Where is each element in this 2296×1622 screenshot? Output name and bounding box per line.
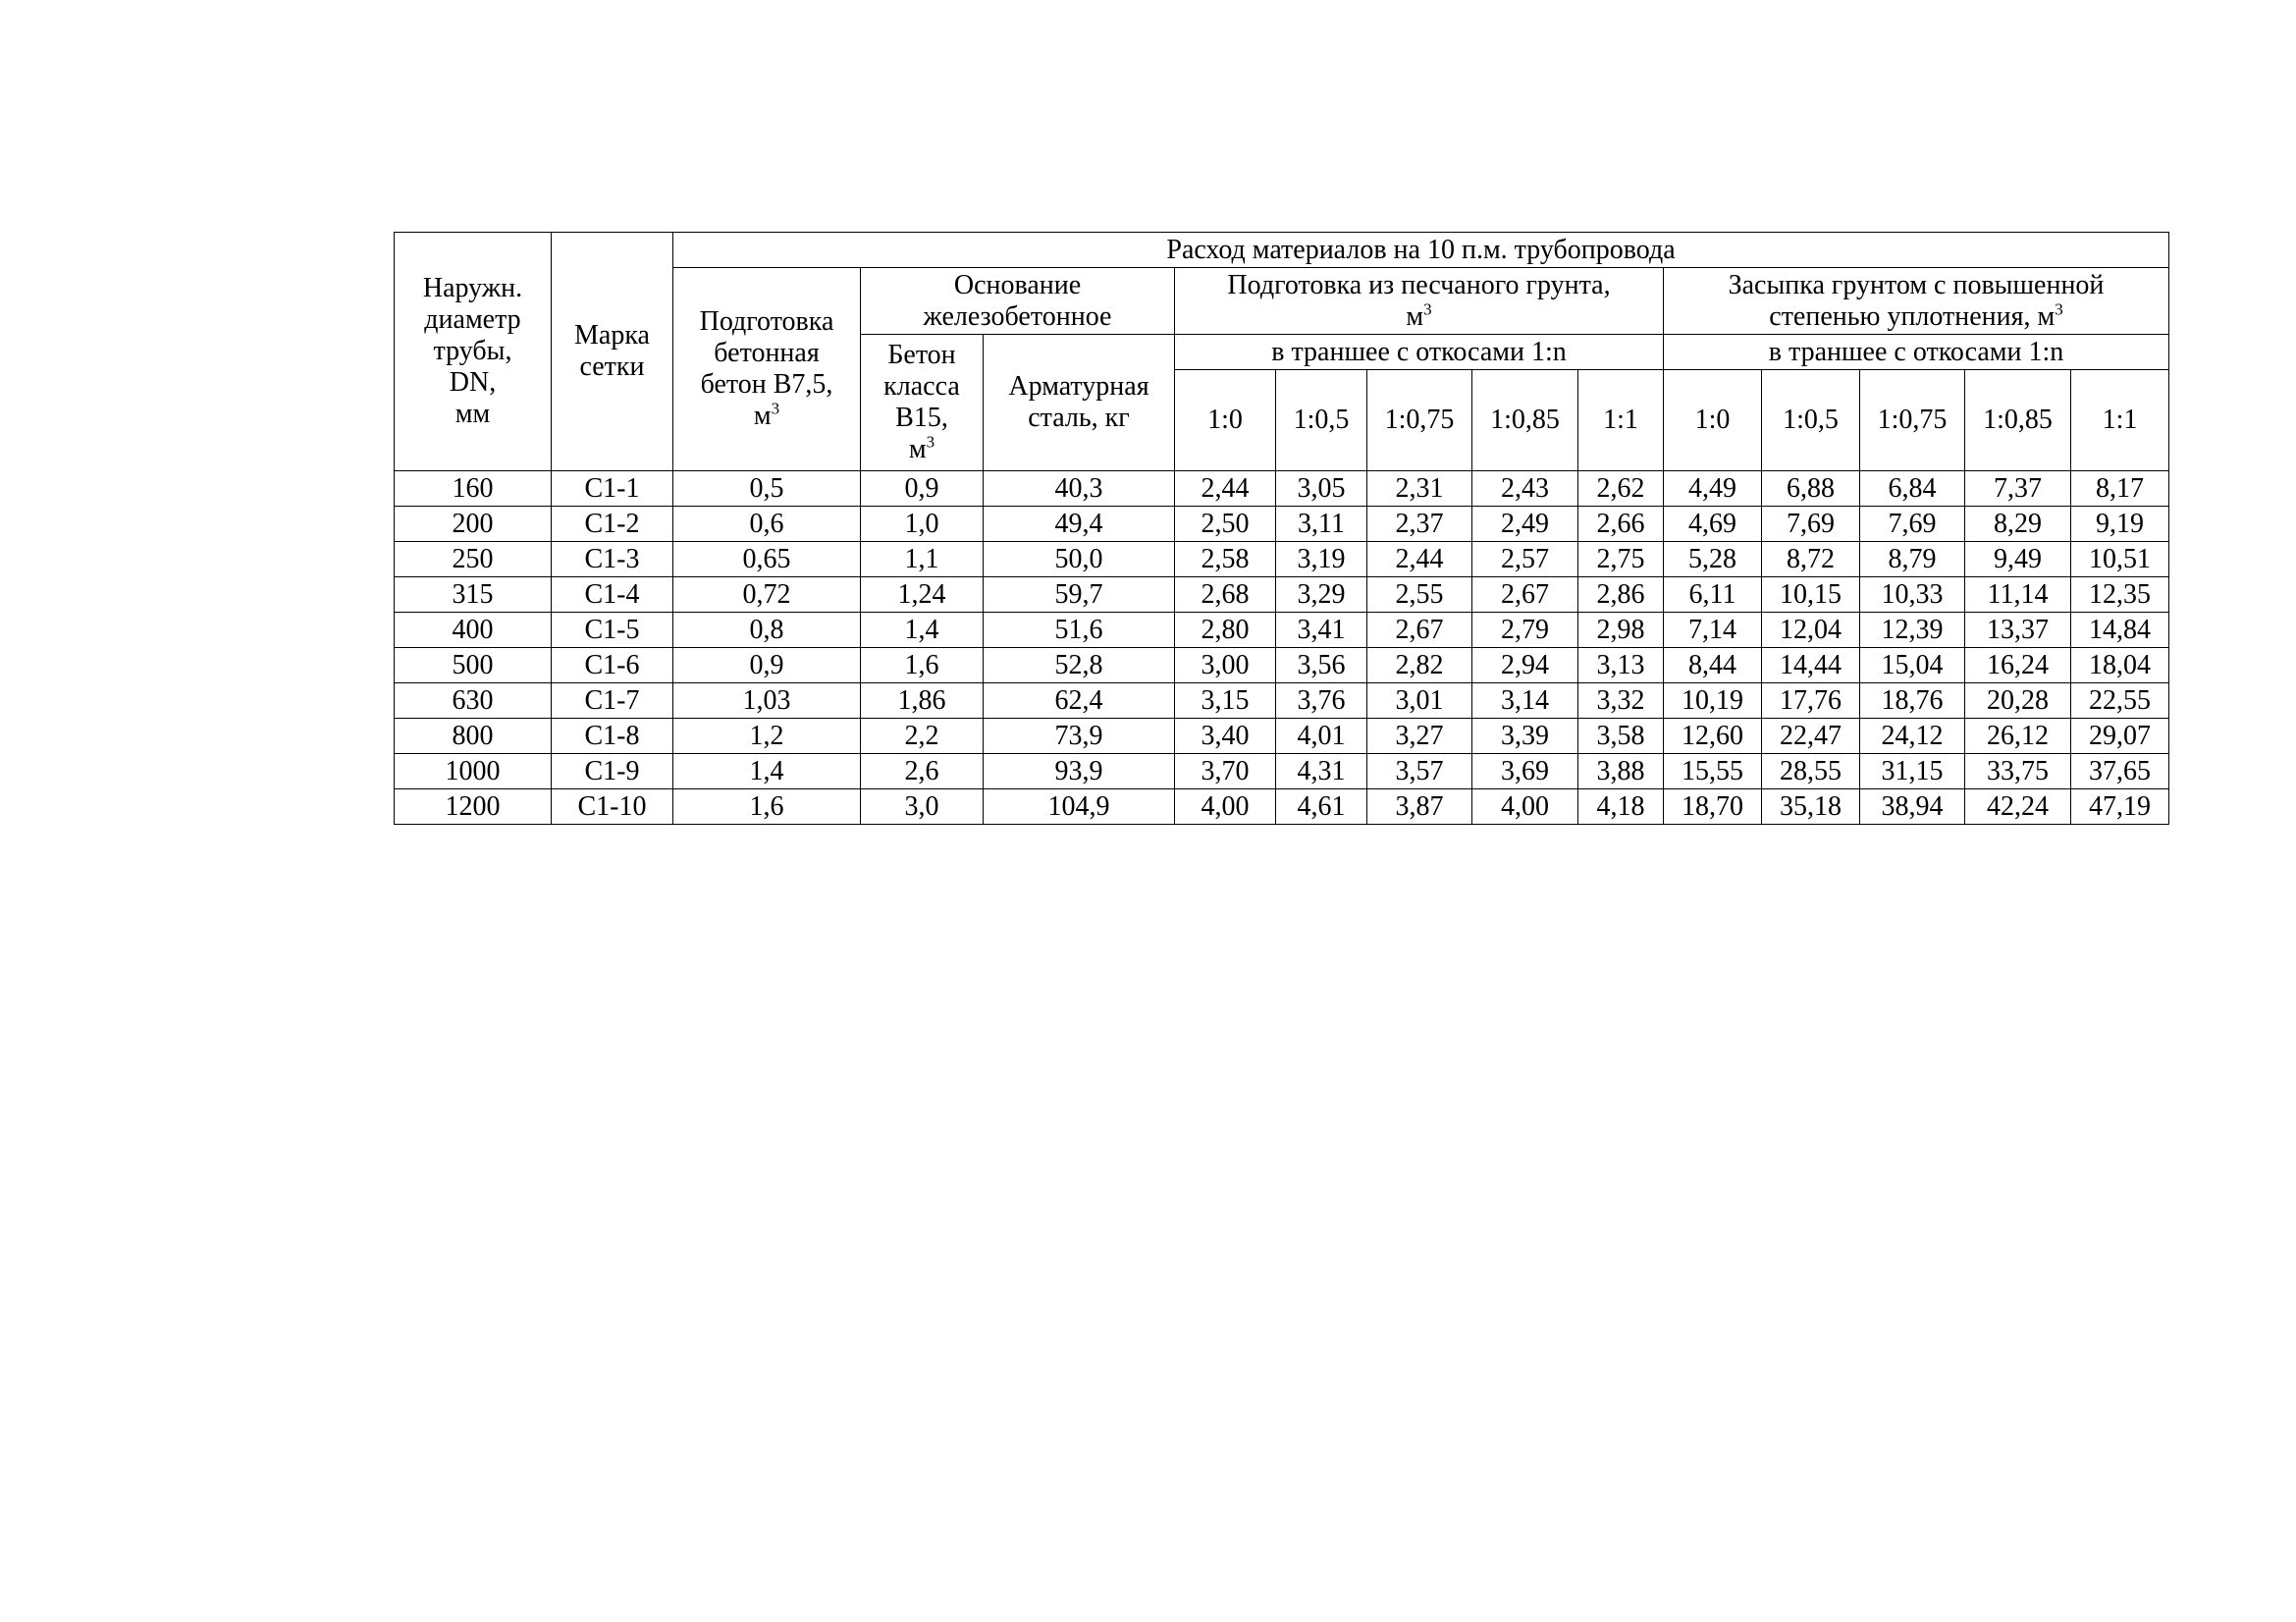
table-cell: 400	[395, 613, 552, 648]
table-cell: 3,39	[1472, 719, 1578, 754]
table-cell: 500	[395, 648, 552, 683]
table-cell: 3,76	[1276, 683, 1367, 719]
table-cell: 10,19	[1664, 683, 1762, 719]
table-cell: С1-3	[552, 542, 673, 577]
table-cell: 2,57	[1472, 542, 1578, 577]
table-cell: 3,0	[861, 789, 984, 825]
table-cell: 2,67	[1367, 613, 1472, 648]
table-cell: 22,55	[2071, 683, 2169, 719]
table-cell: 4,00	[1472, 789, 1578, 825]
table-cell: 3,14	[1472, 683, 1578, 719]
table-cell: 14,44	[1762, 648, 1860, 683]
table-row	[395, 471, 2169, 507]
table-cell: 3,29	[1276, 577, 1367, 613]
table-cell: 10,33	[1860, 577, 1965, 613]
table-cell: 8,44	[1664, 648, 1762, 683]
table-cell: 2,58	[1175, 542, 1276, 577]
table-cell: 0,72	[673, 577, 861, 613]
header-slope-sand-1-0-5: 1:0,5	[1276, 370, 1367, 471]
table-cell: 3,70	[1175, 754, 1276, 789]
materials-table	[394, 232, 2169, 825]
table-cell: 2,50	[1175, 507, 1276, 542]
table-row	[395, 613, 2169, 648]
table-cell: 49,4	[984, 507, 1175, 542]
table-cell: 9,49	[1965, 542, 2071, 577]
table-cell: 47,19	[2071, 789, 2169, 825]
table-cell: 0,9	[861, 471, 984, 507]
table-cell: 4,49	[1664, 471, 1762, 507]
table-row	[395, 542, 2169, 577]
header-slope-backfill-1-0-85: 1:0,85	[1965, 370, 2071, 471]
table-cell: 3,41	[1276, 613, 1367, 648]
table-cell: 3,87	[1367, 789, 1472, 825]
table-cell: 800	[395, 719, 552, 754]
table-cell: 33,75	[1965, 754, 2071, 789]
table-row	[395, 754, 2169, 789]
table-cell: 3,01	[1367, 683, 1472, 719]
header-trench-slopes-sand: в траншее с откосами 1:n	[1175, 335, 1664, 370]
table-cell: 2,80	[1175, 613, 1276, 648]
table-cell: 12,35	[2071, 577, 2169, 613]
table-cell: 20,28	[1965, 683, 2071, 719]
table-cell: 1,6	[861, 648, 984, 683]
table-cell: 3,05	[1276, 471, 1367, 507]
table-cell: 160	[395, 471, 552, 507]
table-cell: 0,6	[673, 507, 861, 542]
table-row	[395, 789, 2169, 825]
table-cell: 3,11	[1276, 507, 1367, 542]
table-cell: 2,75	[1578, 542, 1664, 577]
table-cell: 18,04	[2071, 648, 2169, 683]
table-cell: 1,2	[673, 719, 861, 754]
table-cell: 2,98	[1578, 613, 1664, 648]
header-concrete-preparation: Подготовка бетонная бетон В7,5, $м^3$	[673, 268, 861, 471]
table-cell: 93,9	[984, 754, 1175, 789]
table-cell: 28,55	[1762, 754, 1860, 789]
table-cell: 3,00	[1175, 648, 1276, 683]
table-cell: 4,61	[1276, 789, 1367, 825]
table-cell: 10,51	[2071, 542, 2169, 577]
table-cell: 1,24	[861, 577, 984, 613]
table-cell: 630	[395, 683, 552, 719]
header-rc-base: Основание железобетонное	[861, 268, 1175, 335]
table-cell: 73,9	[984, 719, 1175, 754]
table-cell: 15,04	[1860, 648, 1965, 683]
header-slope-backfill-1-0-75: 1:0,75	[1860, 370, 1965, 471]
table-cell: 2,37	[1367, 507, 1472, 542]
table-cell: 3,19	[1276, 542, 1367, 577]
table-cell: 7,69	[1860, 507, 1965, 542]
table-row	[395, 719, 2169, 754]
table-cell: 2,62	[1578, 471, 1664, 507]
table-cell: 3,13	[1578, 648, 1664, 683]
table-cell: 2,44	[1175, 471, 1276, 507]
table-cell: 1,6	[673, 789, 861, 825]
table-cell: 3,88	[1578, 754, 1664, 789]
table-cell: 18,70	[1664, 789, 1762, 825]
table-cell: 250	[395, 542, 552, 577]
table-cell: 4,18	[1578, 789, 1664, 825]
table-cell: 104,9	[984, 789, 1175, 825]
table-cell: 1,03	[673, 683, 861, 719]
table-cell: 1,4	[861, 613, 984, 648]
table-cell: 3,32	[1578, 683, 1664, 719]
table-cell: С1-6	[552, 648, 673, 683]
header-material-consumption: Расход материалов на 10 п.м. трубопровода	[673, 233, 2169, 268]
table-cell: С1-10	[552, 789, 673, 825]
table-cell: 6,88	[1762, 471, 1860, 507]
table-cell: С1-4	[552, 577, 673, 613]
table-cell: 59,7	[984, 577, 1175, 613]
table-cell: 8,72	[1762, 542, 1860, 577]
header-sand-preparation: Подготовка из песчаного грунта, $м^3$	[1175, 268, 1664, 335]
table-cell: 15,55	[1664, 754, 1762, 789]
table-cell: 200	[395, 507, 552, 542]
header-slope-sand-1-0: 1:0	[1175, 370, 1276, 471]
table-cell: 8,29	[1965, 507, 2071, 542]
table-cell: 2,86	[1578, 577, 1664, 613]
table-cell: С1-9	[552, 754, 673, 789]
table-cell: 50,0	[984, 542, 1175, 577]
table-cell: 1200	[395, 789, 552, 825]
header-slope-backfill-1-0-5: 1:0,5	[1762, 370, 1860, 471]
header-mesh-grade: Марка сетки	[552, 233, 673, 471]
table-cell: 4,69	[1664, 507, 1762, 542]
table-cell: 12,39	[1860, 613, 1965, 648]
table-cell: 2,79	[1472, 613, 1578, 648]
table-cell: 4,01	[1276, 719, 1367, 754]
table-cell: 9,19	[2071, 507, 2169, 542]
table-cell: 3,57	[1367, 754, 1472, 789]
table-cell: 1,1	[861, 542, 984, 577]
table-cell: 0,8	[673, 613, 861, 648]
table-body	[395, 471, 2169, 825]
table-cell: 12,04	[1762, 613, 1860, 648]
table-cell: 2,67	[1472, 577, 1578, 613]
table-cell: 1,86	[861, 683, 984, 719]
table-cell: 1,4	[673, 754, 861, 789]
table-cell: 22,47	[1762, 719, 1860, 754]
table-cell: 6,11	[1664, 577, 1762, 613]
table-cell: 8,79	[1860, 542, 1965, 577]
table-cell: 2,43	[1472, 471, 1578, 507]
table-cell: 1,0	[861, 507, 984, 542]
table-cell: 13,37	[1965, 613, 2071, 648]
table-cell: 2,31	[1367, 471, 1472, 507]
table-cell: 40,3	[984, 471, 1175, 507]
table-cell: 2,68	[1175, 577, 1276, 613]
table-cell: 38,94	[1860, 789, 1965, 825]
header-slope-sand-1-1: 1:1	[1578, 370, 1664, 471]
table-cell: С1-8	[552, 719, 673, 754]
table-cell: 2,44	[1367, 542, 1472, 577]
table-cell: 5,28	[1664, 542, 1762, 577]
table-cell: 3,58	[1578, 719, 1664, 754]
table-cell: 14,84	[2071, 613, 2169, 648]
table-cell: 11,14	[1965, 577, 2071, 613]
table-row	[395, 507, 2169, 542]
table-cell: 2,66	[1578, 507, 1664, 542]
table-cell: 10,15	[1762, 577, 1860, 613]
header-trench-slopes-backfill: в траншее с откосами 1:n	[1664, 335, 2169, 370]
table-cell: 8,17	[2071, 471, 2169, 507]
table-cell: 42,24	[1965, 789, 2071, 825]
header-slope-backfill-1-0: 1:0	[1664, 370, 1762, 471]
table-cell: 7,37	[1965, 471, 2071, 507]
table-row	[395, 577, 2169, 613]
table-cell: 1000	[395, 754, 552, 789]
table-cell: 62,4	[984, 683, 1175, 719]
table-cell: 2,94	[1472, 648, 1578, 683]
table-cell: 26,12	[1965, 719, 2071, 754]
table-cell: 24,12	[1860, 719, 1965, 754]
table-cell: 52,8	[984, 648, 1175, 683]
table-cell: 3,15	[1175, 683, 1276, 719]
table-cell: 2,2	[861, 719, 984, 754]
table-cell: С1-2	[552, 507, 673, 542]
table-cell: 3,27	[1367, 719, 1472, 754]
table-cell: 4,31	[1276, 754, 1367, 789]
table-cell: 2,6	[861, 754, 984, 789]
table-cell: 2,82	[1367, 648, 1472, 683]
table-cell: 0,65	[673, 542, 861, 577]
table-row	[395, 648, 2169, 683]
table-cell: С1-7	[552, 683, 673, 719]
table-cell: 7,14	[1664, 613, 1762, 648]
table-cell: С1-5	[552, 613, 673, 648]
table-cell: 37,65	[2071, 754, 2169, 789]
table-cell: 7,69	[1762, 507, 1860, 542]
table-cell: С1-1	[552, 471, 673, 507]
table-cell: 0,9	[673, 648, 861, 683]
header-outer-diameter: Наружн. диаметр трубы, DN, мм	[395, 233, 552, 471]
table-cell: 18,76	[1860, 683, 1965, 719]
table-cell: 31,15	[1860, 754, 1965, 789]
header-slope-backfill-1-1: 1:1	[2071, 370, 2169, 471]
table-cell: 17,76	[1762, 683, 1860, 719]
header-rebar-steel: Арматурная сталь, кг	[984, 335, 1175, 471]
table-cell: 4,00	[1175, 789, 1276, 825]
table-cell: 12,60	[1664, 719, 1762, 754]
header-concrete-class: Бетон класса В15, $м^3$	[861, 335, 984, 471]
header-slope-sand-1-0-85: 1:0,85	[1472, 370, 1578, 471]
table-cell: 16,24	[1965, 648, 2071, 683]
header-slope-sand-1-0-75: 1:0,75	[1367, 370, 1472, 471]
table-cell: 6,84	[1860, 471, 1965, 507]
table-cell: 51,6	[984, 613, 1175, 648]
table-cell: 315	[395, 577, 552, 613]
table-cell: 3,40	[1175, 719, 1276, 754]
table-cell: 2,55	[1367, 577, 1472, 613]
table-cell: 3,56	[1276, 648, 1367, 683]
header-backfill: Засыпка грунтом с повышенной степенью уплотнения, $м^3$	[1664, 268, 2169, 335]
table-cell: 2,49	[1472, 507, 1578, 542]
table-cell: 0,5	[673, 471, 861, 507]
table-cell: 3,69	[1472, 754, 1578, 789]
table-row	[395, 683, 2169, 719]
table-cell: 35,18	[1762, 789, 1860, 825]
table-cell: 29,07	[2071, 719, 2169, 754]
